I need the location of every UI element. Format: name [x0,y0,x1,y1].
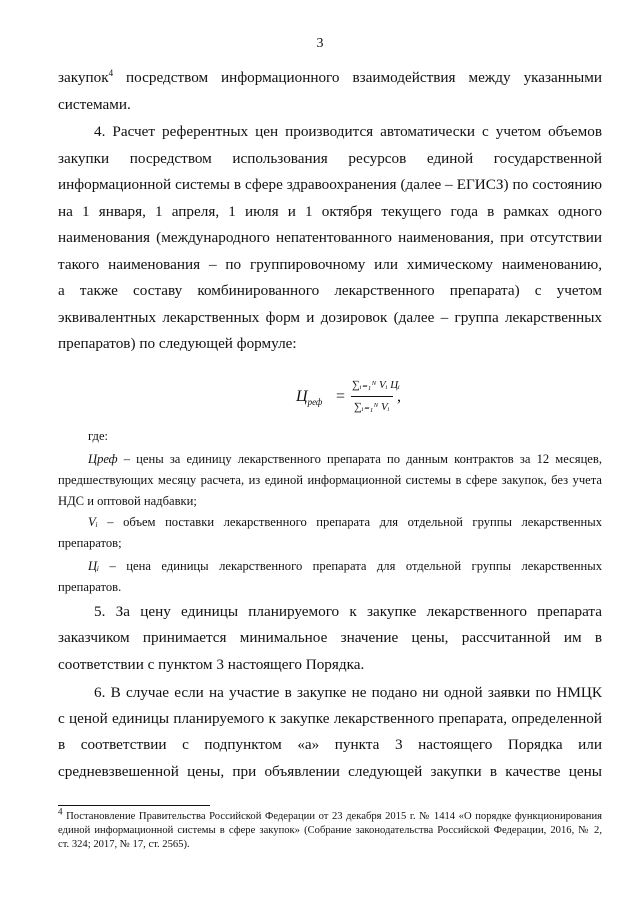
paragraph-line: препаратов) по следующей формуле: [58,335,297,352]
fraction-bar [351,396,393,397]
definition-line: НДС и оптовой надбавки; [58,494,197,508]
definition-line [88,558,602,575]
paragraph-line: в соответствии с подпунктом «а» пункта 3 настоящего Порядка или [58,736,602,753]
formula-numerator: ∑ᵢ₌₁ᴺ Vᵢ Цᵢ [352,379,400,391]
footnote-mark: 4 [58,806,63,817]
text: – объем поставки лекарственного препарата для отдельной группы лекарственных [97,515,602,529]
paragraph-line: эквивалентных лекарственных форм и дозировок (далее – группа лекарственных [58,309,602,326]
text: Постановление Правительства Российской Федерации от 23 декабря 2015 г. № 1414 «О порядке функционирования [62,811,602,822]
paragraph-line: соответствии с пунктом 3 настоящего Порядка. [58,656,365,673]
paragraph-line: закупки посредством использования ресурсов единой государственной [58,150,602,167]
reference-price-formula [296,378,426,424]
definition-line: препаратов. [58,580,122,594]
paragraph-line: информационной системы в сфере здравоохранения (далее – ЕГИСЗ) по состоянию [58,176,602,193]
definition-line: предшествующих месяцу расчета, из единой информационной системы в сфере закупок, без учета [58,473,602,487]
formula-denominator: ∑ᵢ₌₁ᴺ Vᵢ [354,401,390,413]
footnote-ref: 4 [108,67,114,78]
paragraph-line: на 1 января, 1 апреля, 1 июля и 1 октября текущего года в рамках одного [58,203,602,220]
text: – цены за единицу лекарственного препарата по данным контрактов за 12 месяцев, [117,452,602,466]
text: закупок [58,69,109,86]
paragraph-line: с ценой единицы планируемого к закупке лекарственного препарата, определенной [58,710,602,727]
paragraph-line: системами. [58,96,131,113]
paragraph-line [58,68,602,88]
formula-lhs: $Ц_{реф}$ [296,388,323,408]
paragraph-line: наименования (международного непатентованного наименования, при отсутствии [58,229,602,246]
footnote-line: единой информационной системы в сфере закупок» (Собрание законодательства Российской Федерации, 2016, № 2, [58,825,602,836]
where-label: где: [88,429,109,443]
paragraph-line: заказчиком принимается минимальное значение цены, рассчитанной им в [58,629,602,646]
formula-comma: , [397,388,401,405]
paragraph-line: 5. За цену единицы планируемого к закупке лекарственного препарата [94,603,602,620]
page-number: 3 [316,36,324,51]
paragraph-line: 6. В случае если на участие в закупке не подано ни одной заявки по НМЦК [94,684,602,701]
text: – цена единицы лекарственного препарата для отдельной группы лекарственных [99,559,602,573]
formula-equals: = [336,388,346,405]
symbol: Цᵢ [88,559,100,573]
symbol: Vᵢ [88,515,98,529]
paragraph-line: средневзвешенной цены, при объявлении следующей закупки в качестве цены [58,763,602,780]
footnote-line: ст. 324; 2017, № 17, ст. 2565). [58,839,190,850]
footnote-line [58,806,602,824]
paragraph-line: такого наименования – по группировочному или химическому наименованию, [58,256,602,273]
symbol: Цреф [88,452,118,466]
paragraph-line: 4. Расчет референтных цен производится автоматически с учетом объемов [94,123,602,140]
definition-line [88,451,602,468]
definition-line: препаратов; [58,536,122,550]
footnote-separator [58,805,210,806]
paragraph-line: а также составу комбинированного лекарственного препарата) с учетом [58,282,602,299]
definition-line [88,514,602,531]
text: посредством информационного взаимодействия между указанными [113,69,602,86]
